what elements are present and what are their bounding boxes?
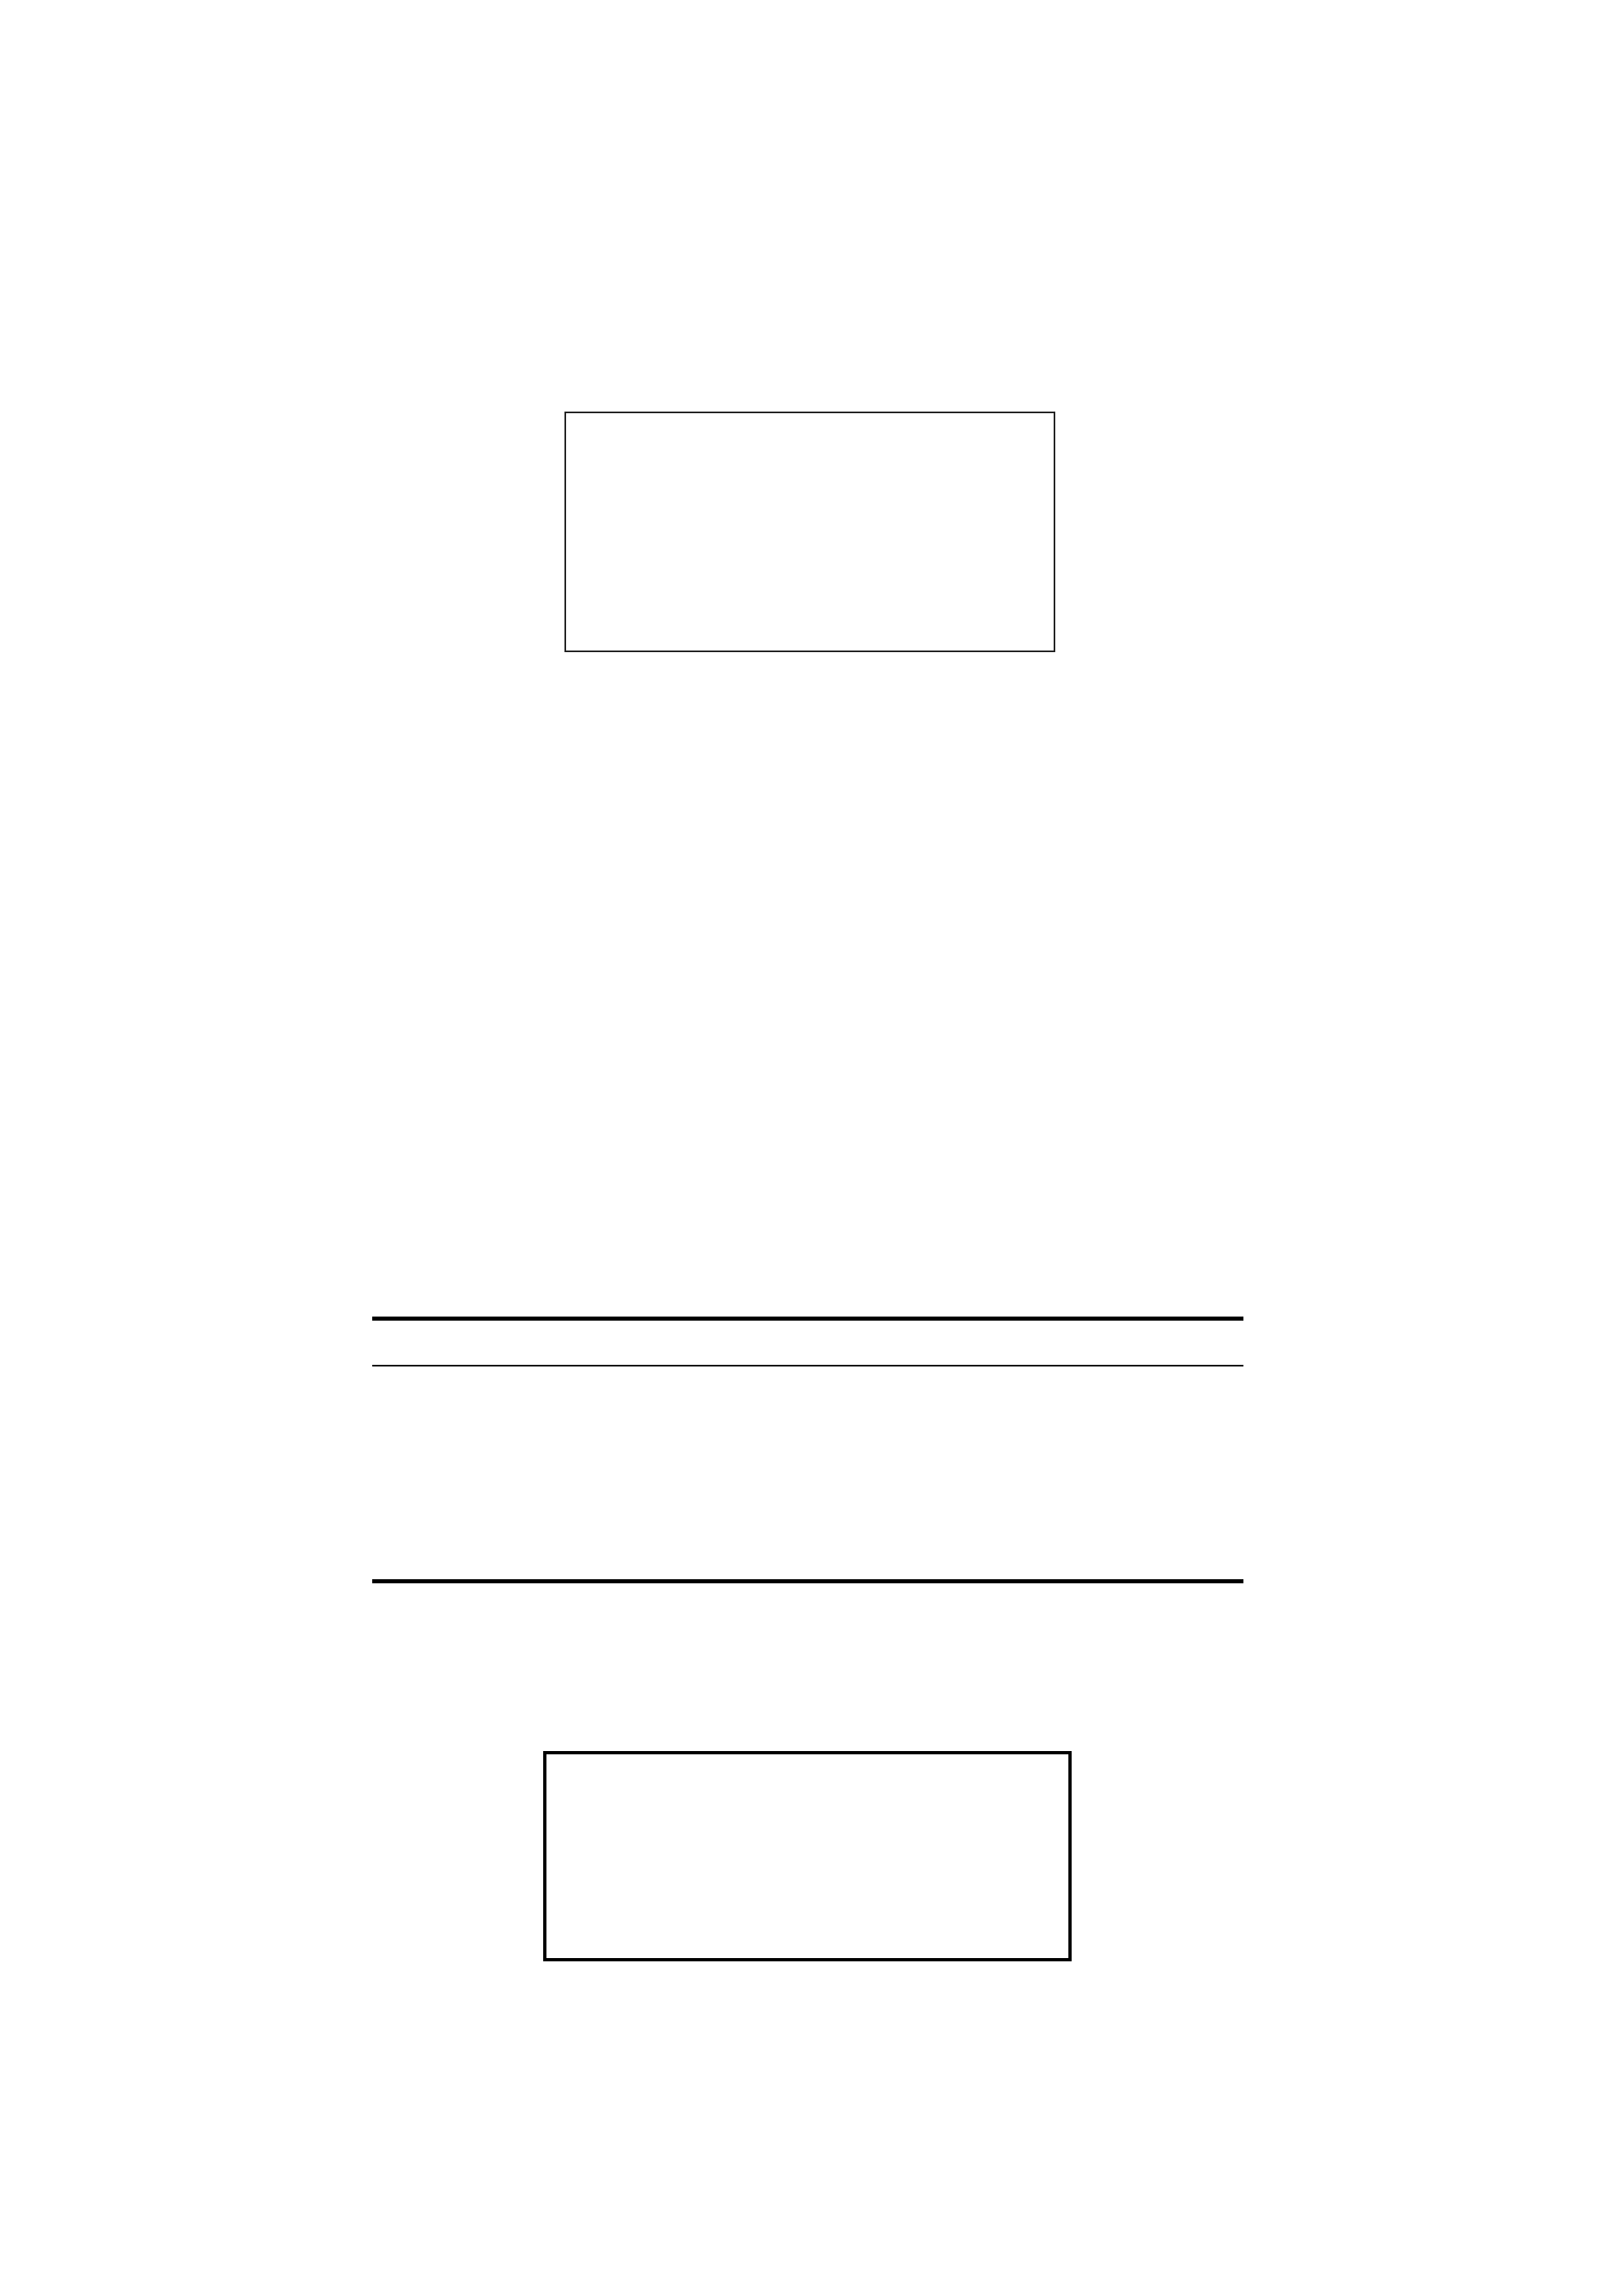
table-row	[372, 1409, 1243, 1452]
cell-keyword	[978, 1537, 1100, 1582]
cell-keyword	[495, 1452, 609, 1494]
cell-ellipsis	[732, 1494, 855, 1537]
cell-index	[372, 1452, 495, 1494]
cell-ellipsis	[732, 1409, 855, 1452]
cell-frequency	[609, 1452, 732, 1494]
cell-frequency	[609, 1494, 732, 1537]
cell-index	[855, 1366, 978, 1409]
header-gap	[732, 1319, 855, 1366]
cell-keyword	[978, 1452, 1100, 1494]
cell-keyword	[495, 1537, 609, 1582]
cell-frequency	[1100, 1537, 1243, 1582]
cell-keyword	[495, 1409, 609, 1452]
cell-keyword	[978, 1366, 1100, 1409]
table-row	[372, 1494, 1243, 1537]
cell-index	[855, 1537, 978, 1582]
table-row	[372, 1366, 1243, 1409]
cell-frequency	[609, 1537, 732, 1582]
table-row	[372, 1537, 1243, 1582]
cell-frequency	[1100, 1366, 1243, 1409]
cell-frequency	[609, 1366, 732, 1409]
header-frequency	[609, 1319, 732, 1366]
table-header-row	[372, 1319, 1243, 1366]
table-row	[372, 1452, 1243, 1494]
cell-index	[855, 1494, 978, 1537]
cell-frequency	[1100, 1494, 1243, 1537]
cell-index	[372, 1409, 495, 1452]
cell-index	[372, 1494, 495, 1537]
word-cloud	[543, 1751, 1072, 1961]
cell-ellipsis	[732, 1452, 855, 1494]
cell-frequency	[609, 1409, 732, 1452]
cell-index	[372, 1537, 495, 1582]
cell-index	[372, 1366, 495, 1409]
cell-keyword	[495, 1494, 609, 1537]
header-keyword	[978, 1319, 1100, 1366]
cell-index	[855, 1452, 978, 1494]
cell-frequency	[1100, 1409, 1243, 1452]
header-frequency	[1100, 1319, 1243, 1366]
cell-ellipsis	[732, 1366, 855, 1409]
cell-keyword	[978, 1494, 1100, 1537]
header-keyword	[495, 1319, 609, 1366]
cell-index	[855, 1409, 978, 1452]
cell-keyword	[978, 1409, 1100, 1452]
cell-ellipsis	[732, 1537, 855, 1582]
cell-frequency	[1100, 1452, 1243, 1494]
header-index	[372, 1319, 495, 1366]
cell-keyword	[495, 1366, 609, 1409]
pie-chart-frame	[564, 412, 1055, 652]
header-index	[855, 1319, 978, 1366]
keyword-frequency-table	[372, 1317, 1243, 1583]
pie-chart	[566, 413, 1054, 651]
